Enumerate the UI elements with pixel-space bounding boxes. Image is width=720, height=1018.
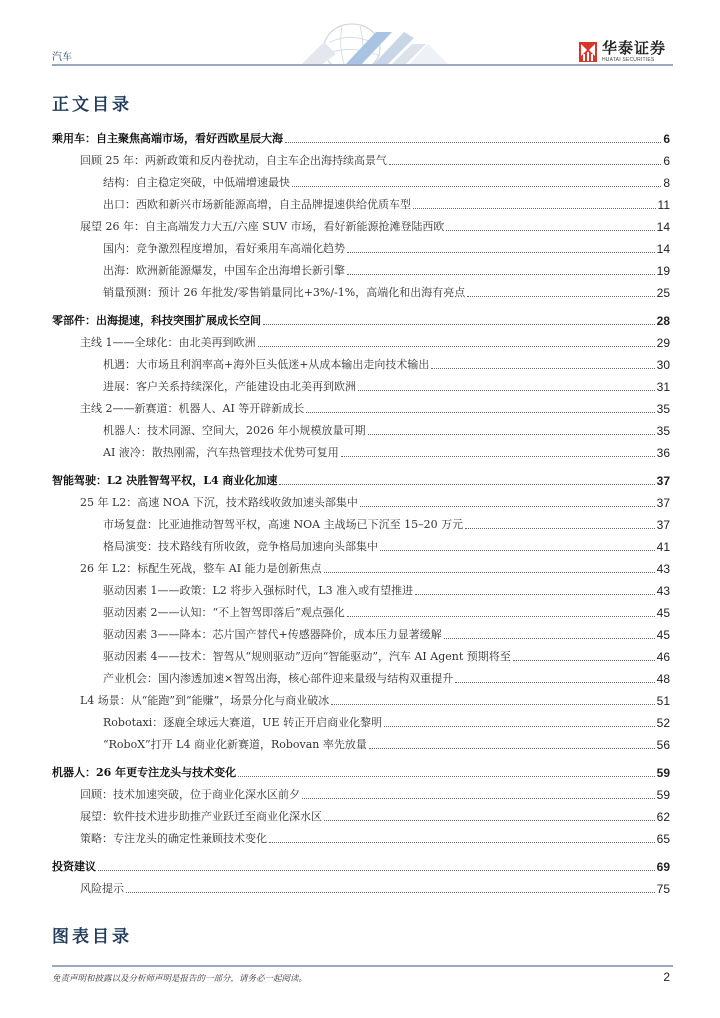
toc-entry-page: 30 (656, 358, 670, 372)
footer-disclaimer: 免责声明和披露以及分析师声明是报告的一部分，请务必一起阅读。 (52, 974, 308, 984)
toc-dot-leader (369, 747, 655, 749)
toc-entry-page: 69 (656, 860, 670, 874)
toc-entry-label: 展望 26 年：自主高端发力大五/六座 SUV 市场，看好新能源抢滩登陆西欧 (80, 220, 445, 233)
toc-dot-leader (341, 455, 655, 457)
toc-entry[interactable] (52, 858, 670, 874)
toc-entry-page: 48 (656, 672, 670, 686)
toc-entry-label: L4 场景：从“能跑”到“能赚”，场景分化与商业破冰 (80, 694, 330, 707)
toc-entry-page: 37 (656, 518, 670, 532)
toc-entry-label: 驱动因素 3——降本：芯片国产替代+传感器降价，成本压力显著缓解 (103, 628, 442, 641)
toc-entry[interactable] (52, 786, 670, 802)
toc-dot-leader (384, 725, 655, 727)
toc-entry-page: 36 (656, 446, 670, 460)
toc-entry-page: 51 (656, 694, 670, 708)
toc-entry[interactable] (52, 174, 670, 190)
toc-dot-leader (465, 527, 655, 529)
toc-dot-leader (285, 141, 661, 143)
toc-entry-page: 14 (656, 242, 670, 256)
toc-entry-page: 6 (663, 154, 670, 168)
toc-entry-page: 37 (656, 474, 670, 488)
toc-entry[interactable] (52, 378, 670, 394)
toc-dot-leader (467, 295, 654, 297)
toc-entry-label: 回顾 25 年：两新政策和反内卷扰动，自主车企出海持续高景气 (80, 154, 387, 167)
toc-entry-label: AI 液冷：散热刚需，汽车热管理技术优势可复用 (103, 446, 339, 459)
toc-entry[interactable] (52, 516, 670, 532)
toc-entry-page: 62 (656, 810, 670, 824)
toc-entry-page: 75 (656, 882, 670, 896)
toc-entry[interactable] (52, 880, 670, 896)
figures-toc-title: 图表目录 (52, 927, 132, 947)
toc-entry-label: 驱动因素 1——政策：L2 将步入强标时代，L3 准入或有望推进 (103, 584, 414, 597)
toc-entry-page: 43 (656, 562, 670, 576)
huatai-logo (579, 41, 666, 63)
toc-entry-label: 驱动因素 2——认知：“不上智驾即落后”观点强化 (103, 606, 345, 619)
toc-dot-leader (292, 185, 661, 187)
toc-entry[interactable] (52, 334, 670, 350)
toc-entry[interactable] (52, 830, 670, 846)
toc-entry[interactable] (52, 400, 670, 416)
toc-entry-label: 回顾：技术加速突破，位于商业化深水区前夕 (80, 788, 300, 801)
toc-entry-page: 19 (656, 264, 670, 278)
toc-entry-label: 展望：软件技术进步助推产业跃迁至商业化深水区 (80, 810, 322, 823)
toc-dot-leader (444, 637, 655, 639)
logo-english-name: HUATAI SECURITIES (602, 57, 655, 63)
toc-dot-leader (269, 841, 655, 843)
header-globe-graphic (280, 22, 470, 66)
toc-entry-label: 进展：客户关系持续深化，产能建设由北美再到欧洲 (103, 380, 356, 393)
toc-entry[interactable] (52, 604, 670, 620)
toc-entry[interactable] (52, 736, 670, 752)
toc-entry-label: 出海：欧洲新能源爆发，中国车企出海增长新引擎 (103, 264, 345, 277)
toc-entry[interactable] (52, 472, 670, 488)
toc-dot-leader (431, 367, 654, 369)
toc-entry-label: Robotaxi：逐鹿全球远大赛道，UE 转正开启商业化黎明 (103, 716, 383, 729)
toc-entry-label: 驱动因素 4——技术：智驾从“规则驱动”迈向“智能驱动”，汽车 AI Agent 预期将至 (103, 650, 511, 663)
toc-entry-page: 28 (656, 314, 670, 328)
page-number: 2 (663, 970, 670, 984)
toc-dot-leader (258, 345, 655, 347)
toc-entry-label: 国内：竞争激烈程度增加，看好乘用车高端化趋势 (103, 242, 345, 255)
toc-entry-page: 59 (656, 788, 670, 802)
toc-entry[interactable] (52, 626, 670, 642)
toc-entry[interactable] (52, 444, 670, 460)
toc-entry-label: 结构：自主稳定突破，中低端增速最快 (103, 176, 290, 189)
toc-entry-label: 主线 1——全球化：由北美再到欧洲 (80, 336, 256, 349)
toc-entry-label: 零部件：出海提速，科技突围扩展成长空间 (52, 314, 261, 327)
toc-dot-leader (413, 207, 656, 209)
toc-entry-label: 销量预测：预计 26 年批发/零售销量同比+3%/-1%，高端化和出海有亮点 (103, 286, 466, 299)
toc-entry-label: 26 年 L2：标配生死战，整车 AI 能力是创新焦点 (80, 562, 322, 575)
toc-dot-leader (347, 251, 655, 253)
toc-entry-page: 43 (656, 584, 670, 598)
toc-entry[interactable] (52, 312, 670, 328)
toc-entry-page: 56 (656, 738, 670, 752)
toc-entry-page: 52 (656, 716, 670, 730)
toc-dot-leader (347, 615, 655, 617)
toc-entry[interactable] (52, 714, 670, 730)
toc-entry-label: 机器人：技术同源、空间大，2026 年小规模放量可期 (103, 424, 366, 437)
toc-dot-leader (263, 323, 655, 325)
toc-entry-label: 25 年 L2：高速 NOA 下沉，技术路线收敛加速头部集中 (80, 496, 358, 509)
toc-entry[interactable] (52, 262, 670, 278)
toc-dot-leader (360, 505, 655, 507)
toc-dot-leader (331, 703, 654, 705)
toc-entry-label: 格局演变：技术路线有所收敛，竞争格局加速向头部集中 (103, 540, 378, 553)
toc-entry[interactable] (52, 240, 670, 256)
toc-dot-leader (446, 229, 654, 231)
toc-entry-label: 出口：西欧和新兴市场新能源高增，自主品牌提速供给优质车型 (103, 198, 411, 211)
toc-dot-leader (455, 681, 654, 683)
toc-entry[interactable] (52, 218, 670, 234)
toc-entry[interactable] (52, 764, 670, 780)
toc-entry-page: 65 (656, 832, 670, 846)
toc-entry-page: 6 (663, 132, 670, 146)
toc-entry-page: 59 (656, 766, 670, 780)
toc-entry[interactable] (52, 356, 670, 372)
toc-dot-leader (98, 869, 655, 871)
toc-entry-page: 31 (656, 380, 670, 394)
toc-entry[interactable] (52, 692, 670, 708)
footer-divider (52, 965, 673, 967)
toc-dot-leader (415, 593, 655, 595)
toc-entry[interactable] (52, 808, 670, 824)
toc-entry-label: 投资建议 (52, 860, 96, 873)
toc-dot-leader (279, 483, 654, 485)
toc-entry[interactable] (52, 670, 670, 686)
toc-entry[interactable] (52, 152, 670, 168)
logo-chinese-name: 华泰证券 (602, 39, 667, 57)
toc-title: 正文目录 (52, 95, 132, 115)
header-section-label: 汽车 (52, 52, 72, 63)
toc-entry-page: 8 (663, 176, 670, 190)
toc-dot-leader (513, 659, 655, 661)
toc-entry-page: 37 (656, 496, 670, 510)
toc-entry-page: 46 (656, 650, 670, 664)
toc-entry-label: 机器人：26 年更专注龙头与技术变化 (52, 766, 237, 779)
toc-dot-leader (126, 891, 655, 893)
toc-entry-page: 35 (656, 424, 670, 438)
toc-dot-leader (358, 389, 655, 391)
toc-entry-label: “RoboX”打开 L4 商业化新赛道，Robovan 率先放量 (103, 738, 367, 751)
toc-entry[interactable] (52, 196, 670, 212)
toc-dot-leader (302, 797, 655, 799)
toc-entry-label: 产业机会：国内渗透加速×智驾出海，核心部件迎来量级与结构双重提升 (103, 672, 454, 685)
toc-entry[interactable] (52, 582, 670, 598)
toc-dot-leader (368, 433, 655, 435)
toc-entry-page: 35 (656, 402, 670, 416)
toc-entry-page: 25 (656, 286, 670, 300)
toc-entry-page: 41 (656, 540, 670, 554)
toc-entry[interactable] (52, 648, 670, 664)
toc-dot-leader (306, 411, 654, 413)
header-divider (52, 64, 673, 66)
toc-entry[interactable] (52, 538, 670, 554)
toc-dot-leader (238, 775, 655, 777)
toc-entry[interactable] (52, 284, 670, 300)
toc-entry-label: 风险提示 (80, 882, 124, 895)
toc-entry[interactable] (52, 560, 670, 576)
huatai-logo-icon (579, 42, 597, 62)
toc-entry-page: 14 (656, 220, 670, 234)
toc-entry-label: 智能驾驶：L2 决胜智驾平权，L4 商业化加速 (52, 474, 278, 487)
toc-entry[interactable] (52, 130, 670, 146)
toc-dot-leader (324, 819, 655, 821)
toc-entry-page: 45 (656, 628, 670, 642)
toc-dot-leader (324, 571, 655, 573)
toc-entry-page: 45 (656, 606, 670, 620)
toc-entry[interactable] (52, 494, 670, 510)
toc-entry-page: 11 (657, 198, 670, 212)
toc-entry-label: 主线 2——新赛道：机器人、AI 等开辟新成长 (80, 402, 305, 415)
toc-entry-label: 机遇：大市场且利润率高+海外巨头低迷+从成本输出走向技术输出 (103, 358, 430, 371)
toc-entry[interactable] (52, 422, 670, 438)
toc-dot-leader (389, 163, 661, 165)
toc-entry-label: 乘用车：自主聚焦高端市场，看好西欧星辰大海 (52, 132, 283, 145)
toc-dot-leader (347, 273, 655, 275)
toc-entry-label: 市场复盘：比亚迪推动智驾平权，高速 NOA 主战场已下沉至 15–20 万元 (103, 518, 464, 531)
toc-entry-page: 29 (656, 336, 670, 350)
toc-dot-leader (380, 549, 655, 551)
toc-entry-label: 策略：专注龙头的确定性兼顾技术变化 (80, 832, 267, 845)
